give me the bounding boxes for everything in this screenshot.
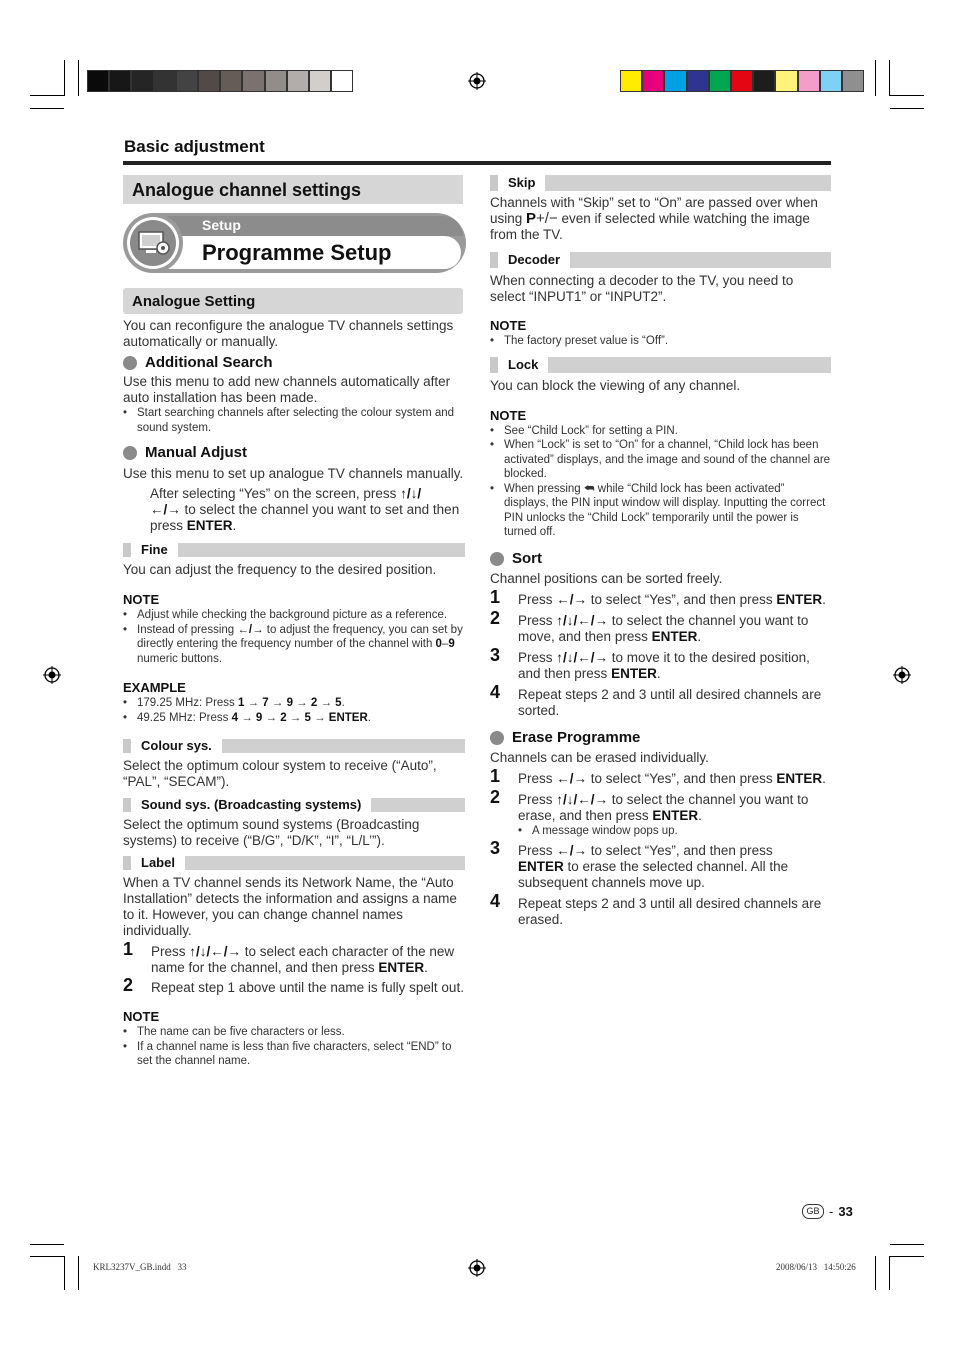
arrow-keys-icon: ←/→ xyxy=(556,591,588,607)
bullet-dot-icon xyxy=(123,356,137,370)
crop-mark xyxy=(30,1256,64,1257)
file-info: KRL3237V_GB.indd 33 xyxy=(93,1262,187,1272)
color-swatch xyxy=(309,70,331,92)
setup-label: Setup xyxy=(202,217,241,233)
manual-adjust-instructions: After selecting “Yes” on the screen, press ↑/↓/ ←/→ to select the channel you want to set and then press ENTER. xyxy=(150,486,460,533)
label-step-2: 2 Repeat step 1 above until the name is fully spelt out. xyxy=(123,975,464,995)
sort-text: Channel positions can be sorted freely. xyxy=(490,570,723,586)
erase-step-2: 2 Press ↑/↓/←/→ to select the channel you want to erase, and then press ENTER. • A message window pops up. xyxy=(490,792,831,839)
color-swatch xyxy=(820,70,842,92)
erase-step-3: 3 Press ←/→ to select “Yes”, and then press ENTER to erase the selected channel. All the subsequent channels move up. xyxy=(490,838,789,890)
crop-mark xyxy=(30,95,64,96)
crop-mark xyxy=(890,1256,924,1257)
erase-title: Erase Programme xyxy=(512,728,641,746)
page-number: 33 xyxy=(838,1204,853,1219)
sound-sys-label: Sound sys. (Broadcasting systems) xyxy=(141,797,362,812)
registration-mark-icon xyxy=(43,666,61,684)
note-bullet: • See “Child Lock” for setting a PIN. xyxy=(490,424,831,439)
arrow-keys-icon: ←/→ xyxy=(150,502,181,517)
return-icon: ⮪ xyxy=(583,482,595,495)
color-swatch xyxy=(265,70,287,92)
color-swatch xyxy=(131,70,153,92)
colour-sys-subheader xyxy=(123,739,465,753)
sort-step-2: 2 Press ↑/↓/←/→ to select the channel you want to move, and then press ENTER. xyxy=(490,607,809,644)
sort-title: Sort xyxy=(512,549,542,567)
crop-mark xyxy=(889,60,890,96)
bullet-dot-icon xyxy=(490,731,504,745)
setup-tv-icon xyxy=(136,227,172,259)
note-bullet: • The name can be five characters or less. xyxy=(123,1025,465,1040)
label-text: When a TV channel sends its Network Name, the “Auto Installation” detects the information and assigns a name to it. However, you can change channel names individually. xyxy=(123,875,457,938)
color-swatch xyxy=(87,70,109,92)
color-swatch xyxy=(242,70,264,92)
label-label: Label xyxy=(141,855,175,870)
color-swatch xyxy=(687,70,709,92)
crop-mark xyxy=(30,108,64,109)
label-step-1: 1 Press ↑/↓/←/→ to select each character of the new name for the channel, and then press ENTER. xyxy=(123,939,455,975)
crop-mark xyxy=(890,95,924,96)
color-swatch xyxy=(331,70,353,92)
note-heading: NOTE xyxy=(490,318,527,333)
arrow-keys-icon: ←/→ xyxy=(237,623,264,636)
color-swatch xyxy=(753,70,775,92)
color-swatch xyxy=(109,70,131,92)
sound-sys-text: Select the optimum sound systems (Broadcasting systems) to receive (“B/G”, “D/K”, “I”, “L/L’”). xyxy=(123,817,420,848)
note-heading: NOTE xyxy=(123,592,160,607)
grayscale-bar xyxy=(87,70,353,92)
crop-mark xyxy=(890,108,924,109)
color-swatch xyxy=(154,70,176,92)
right-column xyxy=(490,175,831,928)
registration-mark-icon xyxy=(468,1259,486,1277)
programme-banner xyxy=(123,213,466,273)
skip-subheader xyxy=(490,175,831,191)
programme-title: Programme Setup xyxy=(202,240,392,265)
note-bullet: • The factory preset value is “Off”. xyxy=(490,334,831,349)
crop-mark xyxy=(64,1256,65,1290)
page-number-area xyxy=(802,1204,853,1219)
note-bullet: • When pressing ⮪ while “Child lock has been activated” displays, the PIN input window will display. Inputting the correct PIN unlocks the “Child Lock” temporarily until the power is turned off. xyxy=(490,482,831,540)
color-swatch xyxy=(709,70,731,92)
example-heading: EXAMPLE xyxy=(123,680,186,695)
section-rule xyxy=(123,161,831,165)
erase-step-2-bullet: • A message window pops up. xyxy=(518,824,831,839)
sort-heading xyxy=(490,551,831,567)
fine-subheader xyxy=(123,543,465,557)
decoder-label: Decoder xyxy=(508,252,561,267)
note-heading: NOTE xyxy=(490,407,527,423)
crop-mark xyxy=(875,1256,876,1290)
gb-badge: GB xyxy=(802,1204,824,1219)
colour-sys-label: Colour sys. xyxy=(141,738,212,753)
manual-adjust-text: Use this menu to set up analogue TV channels manually. xyxy=(123,466,464,481)
intro-text: You can reconfigure the analogue TV channels settings automatically or manually. xyxy=(123,318,454,349)
sort-step-4: 4 Repeat steps 2 and 3 until all desired channels are sorted. xyxy=(490,681,822,718)
color-swatch xyxy=(731,70,753,92)
note-bullet: • If a channel name is less than five characters, select “END” to set the channel name. xyxy=(123,1040,465,1069)
additional-search-heading xyxy=(123,355,465,371)
fine-text: You can adjust the frequency to the desired position. xyxy=(123,562,437,577)
color-swatch xyxy=(798,70,820,92)
additional-search-bullet: • Start searching channels after selecting the colour system and sound system. xyxy=(123,406,465,435)
note-heading: NOTE xyxy=(123,1009,160,1024)
lock-text: You can block the viewing of any channel. xyxy=(490,377,741,393)
colour-sys-text: Select the optimum colour system to receive (“Auto”, “PAL”, “SECAM”). xyxy=(123,758,437,789)
section-title: Basic adjustment xyxy=(124,137,265,156)
lock-label: Lock xyxy=(508,356,539,372)
note-bullet: • Adjust while checking the background picture as a reference. xyxy=(123,608,465,623)
registration-mark-icon xyxy=(468,72,486,90)
color-swatch xyxy=(664,70,686,92)
crop-mark xyxy=(875,60,876,96)
arrow-keys-icon: ↑/↓/←/→ xyxy=(189,944,242,959)
crop-mark xyxy=(890,1244,924,1245)
additional-search-text: Use this menu to add new channels automatically after auto installation has been made. xyxy=(123,374,451,405)
crop-mark xyxy=(78,1256,79,1290)
label-subheader xyxy=(123,856,465,870)
erase-step-4: 4 Repeat steps 2 and 3 until all desired channels are erased. xyxy=(490,891,822,927)
arrow-keys-icon: ←/→ xyxy=(556,770,588,786)
crop-mark xyxy=(78,60,79,96)
note-bullet: • Instead of pressing ←/→ to adjust the frequency, you can set by directly entering the frequency number of the channel with 0–9 numeric buttons. xyxy=(123,623,465,667)
fine-label: Fine xyxy=(141,542,168,557)
skip-text: Channels with “Skip” set to “On” are passed over when using P+/− even if selected while watching the image from the TV. xyxy=(490,195,818,242)
arrow-keys-icon: ↑/↓/←/→ xyxy=(556,649,609,665)
arrow-keys-icon: ↑/↓/ xyxy=(400,486,422,501)
crop-mark xyxy=(64,60,65,96)
erase-text: Channels can be erased individually. xyxy=(490,749,709,765)
print-date: 2008/06/13 14:50:26 xyxy=(776,1262,856,1272)
sort-step-1: 1 Press ←/→ to select “Yes”, and then press ENTER. xyxy=(490,586,826,607)
color-swatch xyxy=(176,70,198,92)
erase-heading xyxy=(490,730,831,746)
color-bar xyxy=(620,70,864,92)
color-swatch xyxy=(842,70,864,92)
arrow-keys-icon: ↑/↓/←/→ xyxy=(556,791,609,807)
page-dash: - xyxy=(829,1204,834,1219)
title-band xyxy=(123,175,463,204)
color-swatch xyxy=(775,70,797,92)
arrow-keys-icon: ←/→ xyxy=(556,843,588,858)
manual-adjust-heading xyxy=(123,445,465,461)
left-column xyxy=(123,318,465,1069)
color-swatch xyxy=(287,70,309,92)
example-line-1: • 179.25 MHz: Press 1 → 7 → 9 → 2 → 5. xyxy=(123,696,465,711)
bullet-dot-icon xyxy=(123,446,137,460)
sound-sys-subheader xyxy=(123,798,465,812)
analogue-setting-band xyxy=(123,288,463,314)
title-band-text: Analogue channel settings xyxy=(132,180,362,200)
skip-label: Skip xyxy=(508,175,536,190)
decoder-subheader xyxy=(490,252,831,268)
color-swatch xyxy=(620,70,642,92)
color-swatch xyxy=(642,70,664,92)
color-swatch xyxy=(220,70,242,92)
crop-mark xyxy=(889,1256,890,1290)
bullet-dot-icon xyxy=(490,552,504,566)
analogue-setting-title: Analogue Setting xyxy=(132,293,256,310)
arrow-keys-icon: ↑/↓/←/→ xyxy=(556,612,609,628)
decoder-text: When connecting a decoder to the TV, you need to select “INPUT1” or “INPUT2”. xyxy=(490,273,794,304)
sort-step-3: 3 Press ↑/↓/←/→ to move it to the desired position, and then press ENTER. xyxy=(490,644,810,681)
crop-mark xyxy=(30,1244,64,1245)
lock-subheader xyxy=(490,357,831,373)
registration-mark-icon xyxy=(893,666,911,684)
color-swatch xyxy=(198,70,220,92)
erase-step-1: 1 Press ←/→ to select “Yes”, and then press ENTER. xyxy=(490,765,826,786)
example-line-2: • 49.25 MHz: Press 4 → 9 → 2 → 5 → ENTER. xyxy=(123,711,465,726)
note-bullet: • When “Lock” is set to “On” for a channel, “Child lock has been activated” displays, and the image and sound of the channel are blocked. xyxy=(490,438,831,482)
additional-search-title: Additional Search xyxy=(145,354,273,371)
manual-adjust-title: Manual Adjust xyxy=(145,444,247,461)
